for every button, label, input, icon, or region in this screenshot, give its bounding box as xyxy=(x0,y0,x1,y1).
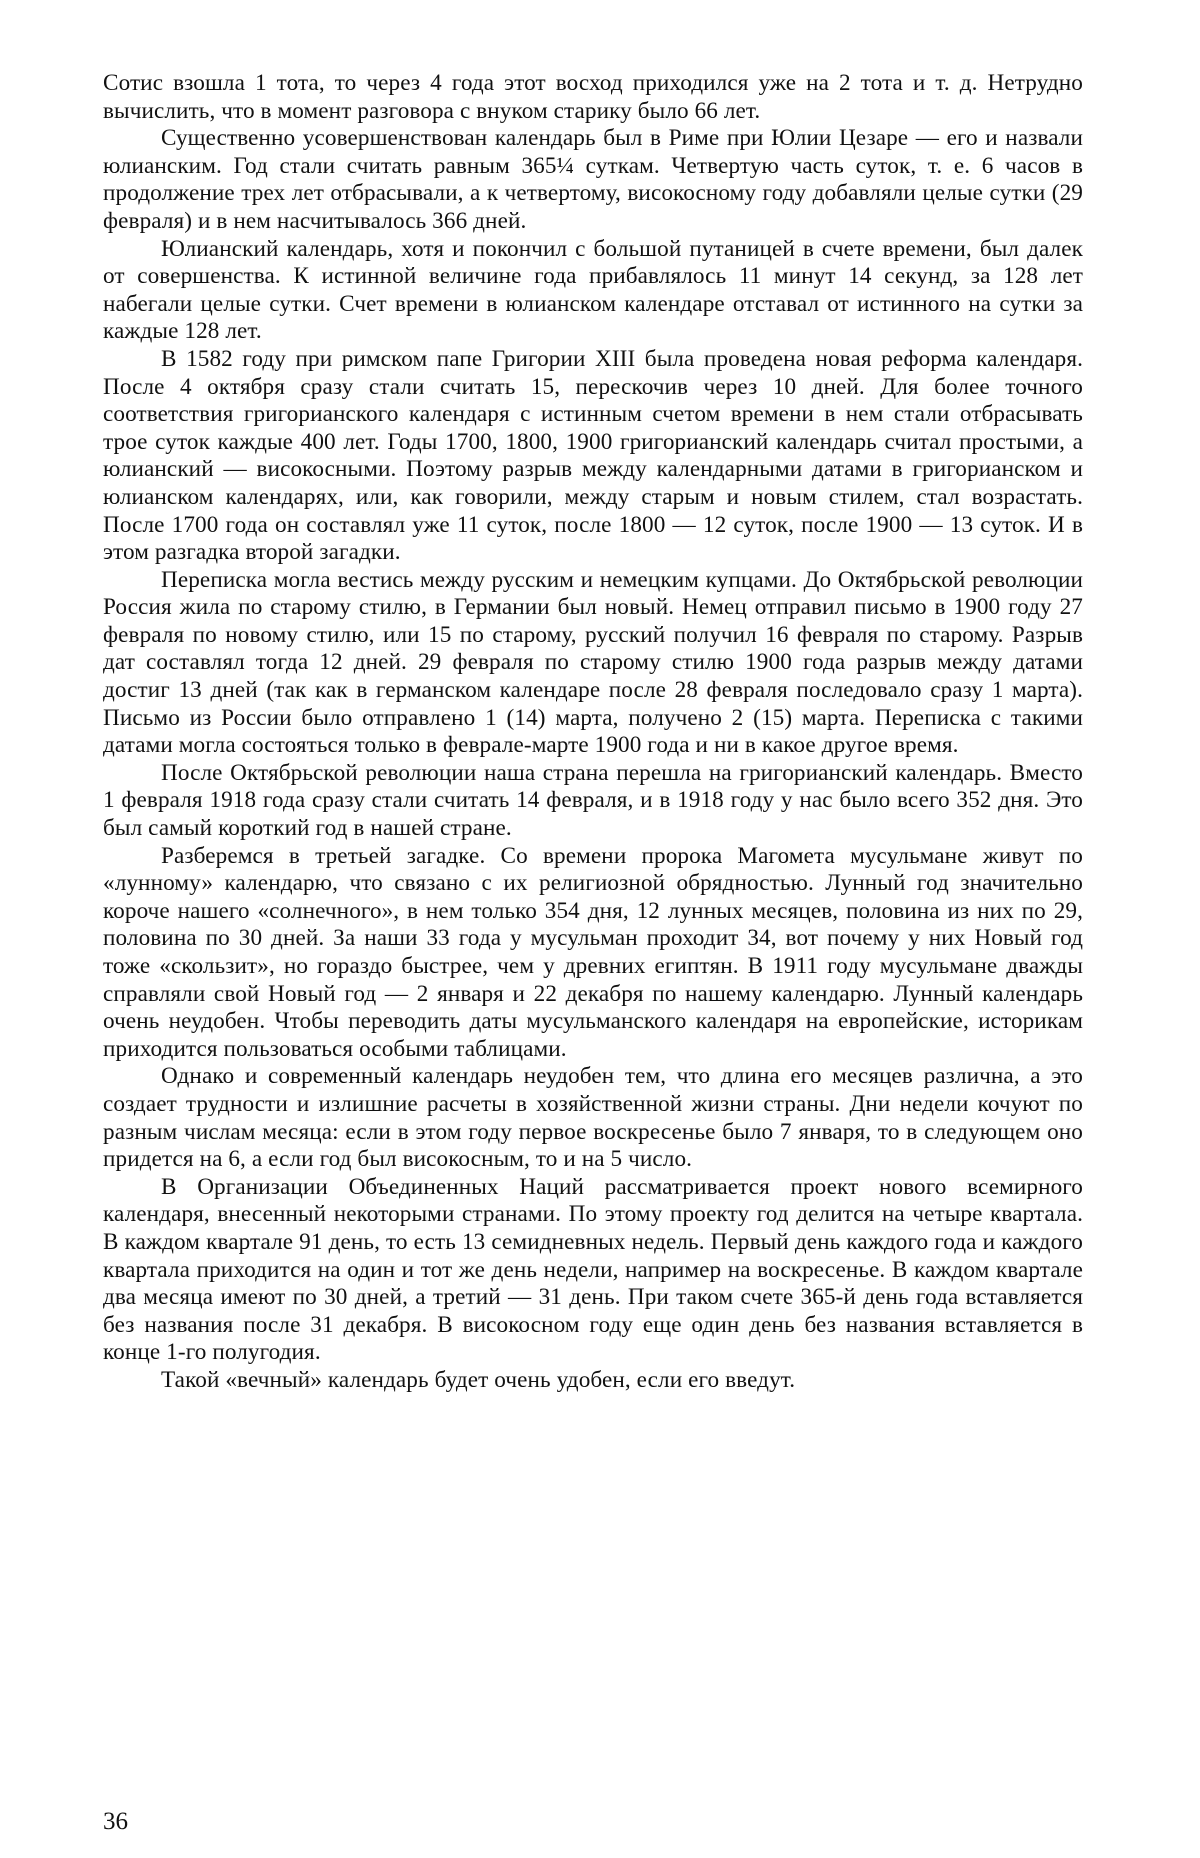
paragraph-5: Переписка могла вестись между русским и немецким купцами. До Октябрьской революции Россия жила по старому стилю, в Германии был новый. Немец отправил письмо в 1900 году 27 февраля по новому стилю, или 15 по старому, русский получил 16 февраля по старому. Разрыв дат составлял тогда 12 дней. 29 февраля по старому стилю 1900 года разрыв между датами достиг 13 дней (так как в германском календаре после 28 февраля последовало сразу 1 марта). Письмо из России было отправлено 1 (14) марта, получено 2 (15) марта. Переписка с такими датами могла состояться только в феврале-марте 1900 года и ни в какое другое время. xyxy=(103,566,1083,759)
page-body xyxy=(103,70,1083,1395)
page-number: 36 xyxy=(103,1808,128,1835)
paragraph-10: Такой «вечный» календарь будет очень удобен, если его введут. xyxy=(161,1366,796,1393)
paragraph-3: Юлианский календарь, хотя и покончил с большой путаницей в счете времени, был далек от совершенства. К истинной величине года прибавлялось 11 минут 14 секунд, за 128 лет набегали целые сутки. Счет времени в юлианском календаре отставал от истинного на сутки за каждые 128 лет. xyxy=(103,235,1083,345)
paragraph-6: После Октябрьской революции наша страна перешла на григорианский календарь. Вместо 1 февраля 1918 года сразу стали считать 14 февраля, и в 1918 году у нас было всего 352 дня. Это был самый короткий год в нашей стране. xyxy=(103,759,1083,842)
paragraph-2: Существенно усовершенствован календарь был в Риме при Юлии Цезаре — его и назвали юлианским. Год стали считать равным 365¼ суткам. Четвертую часть суток, т. е. 6 часов в продолжение трех лет отбрасывали, а к четвертому, високосному году добавляли целые сутки (29 февраля) и в нем насчитывалось 366 дней. xyxy=(103,125,1083,234)
paragraph-9: В Организации Объединенных Наций рассматривается проект нового всемирного календаря, внесенный некоторыми странами. По этому проекту год делится на четыре квартала. В каждом квартале 91 день, то есть 13 семидневных недель. Первый день каждого года и каждого квартала приходится на один и тот же день недели, например на воскресенье. В каждом квартале два месяца имеют по 30 дней, а третий — 31 день. При таком счете 365-й день года вставляется без названия после 31 декабря. В високосном году еще один день без названия вставляется в конце 1-го полугодия. xyxy=(103,1173,1083,1366)
paragraph-8: Однако и современный календарь неудобен тем, что длина его месяцев различна, а это создает трудности и излишние расчеты в хозяйственной жизни страны. Дни недели кочуют по разным числам месяца: если в этом году первое воскресенье было 7 января, то в следующем оно придется на 6, а если год был високосным, то и на 5 число. xyxy=(103,1063,1083,1173)
paragraph-1: Сотис взошла 1 тота, то через 4 года этот восход приходился уже на 2 тота и т. д. Нетрудно вычислить, что в момент разговора с внуком старику было 66 лет. xyxy=(103,70,1083,124)
paragraph-7: Разберемся в третьей загадке. Со времени пророка Магомета мусульмане живут по «лунному» календарю, что связано с их религиозной обрядностью. Лунный год значительно короче нашего «солнечного», в нем только 354 дня, 12 лунных месяцев, половина из них по 29, половина по 30 дней. За наши 33 года у мусульман проходит 34, вот почему у них Новый год тоже «скользит», но гораздо быстрее, чем у древних египтян. В 1911 году мусульмане дважды справляли свой Новый год — 2 января и 22 декабря по нашему календарю. Лунный календарь очень неудобен. Чтобы переводить даты мусульманского календаря на европейские, историкам приходится пользоваться особыми таблицами. xyxy=(103,842,1083,1062)
paragraph-4: В 1582 году при римском папе Григории XIII была проведена новая реформа календаря. После 4 октября сразу стали считать 15, перескочив через 10 дней. Для более точного соответствия григорианского календаря с истинным счетом времени в нем стали отбрасывать трое суток каждые 400 лет. Годы 1700, 1800, 1900 григорианский календарь считал простыми, а юлианский — високосными. Поэтому разрыв между календарными датами в григорианском и юлианском календарях, или, как говорили, между старым и новым стилем, стал возрастать. После 1700 года он составлял уже 11 суток, после 1800 — 12 суток, после 1900 — 13 суток. И в этом разгадка второй загадки. xyxy=(103,345,1083,566)
